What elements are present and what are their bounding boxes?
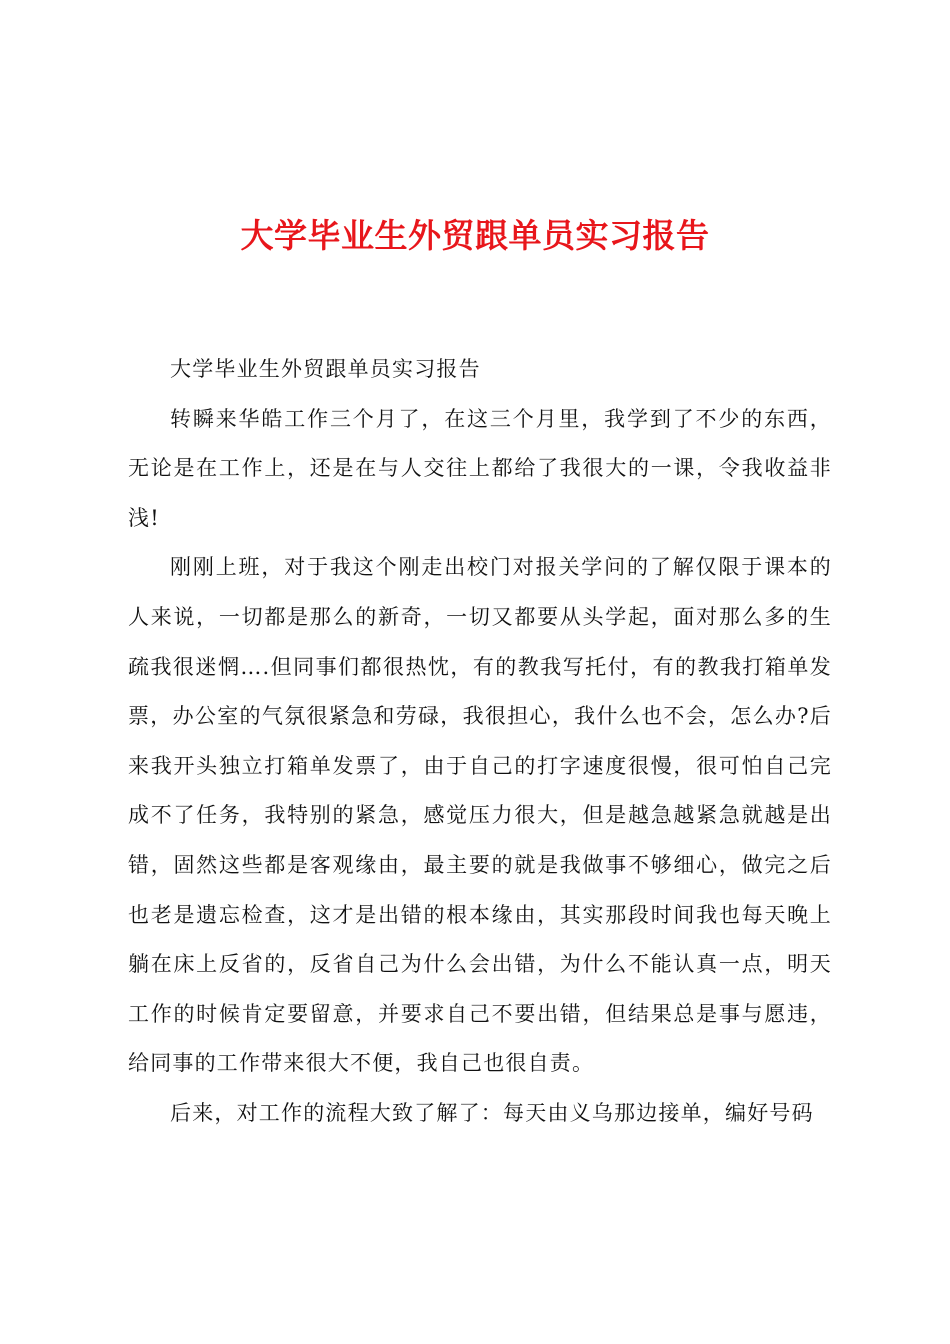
- paragraph: 刚刚上班，对于我这个刚走出校门对报关学问的了解仅限于课本的人来说，一切都是那么的新奇，一切又都要从头学起，面对那么多的生疏我很迷惘….但同事们都很热忱，有的教我写托付，有的教我打箱单发票，办公室的气氛很紧急和劳碌，我很担心，我什么也不会，怎么办?后来我开头独立打箱单发票了，由于自己的打字速度很慢，很可怕自己完成不了任务，我特别的紧急，感觉压力很大，但是越急越紧急就越是出错，固然这些都是客观缘由，最主要的就是我做事不够细心，做完之后也老是遗忘检查，这才是出错的根本缘由，其实那段时间我也每天晚上躺在床上反省的，反省自己为什么会出错，为什么不能认真一点，明天工作的时候肯定要留意，并要求自己不要出错，但结果总是事与愿违，给同事的工作带来很大不便，我自己也很自责。: [128, 555, 832, 1076]
- document-title: 大学毕业生外贸跟单员实习报告: [240, 216, 710, 255]
- paragraph: 大学毕业生外贸跟单员实习报告: [170, 357, 481, 381]
- paragraph: 后来，对工作的流程大致了解了：每天由义乌那边接单，编好号码: [170, 1100, 814, 1125]
- paragraph: 转瞬来华皓工作三个月了，在这三个月里，我学到了不少的东西，无论是在工作上，还是在与人交往上都给了我很大的一课，令我收益非浅!: [128, 406, 832, 530]
- document-body: [128, 345, 832, 1139]
